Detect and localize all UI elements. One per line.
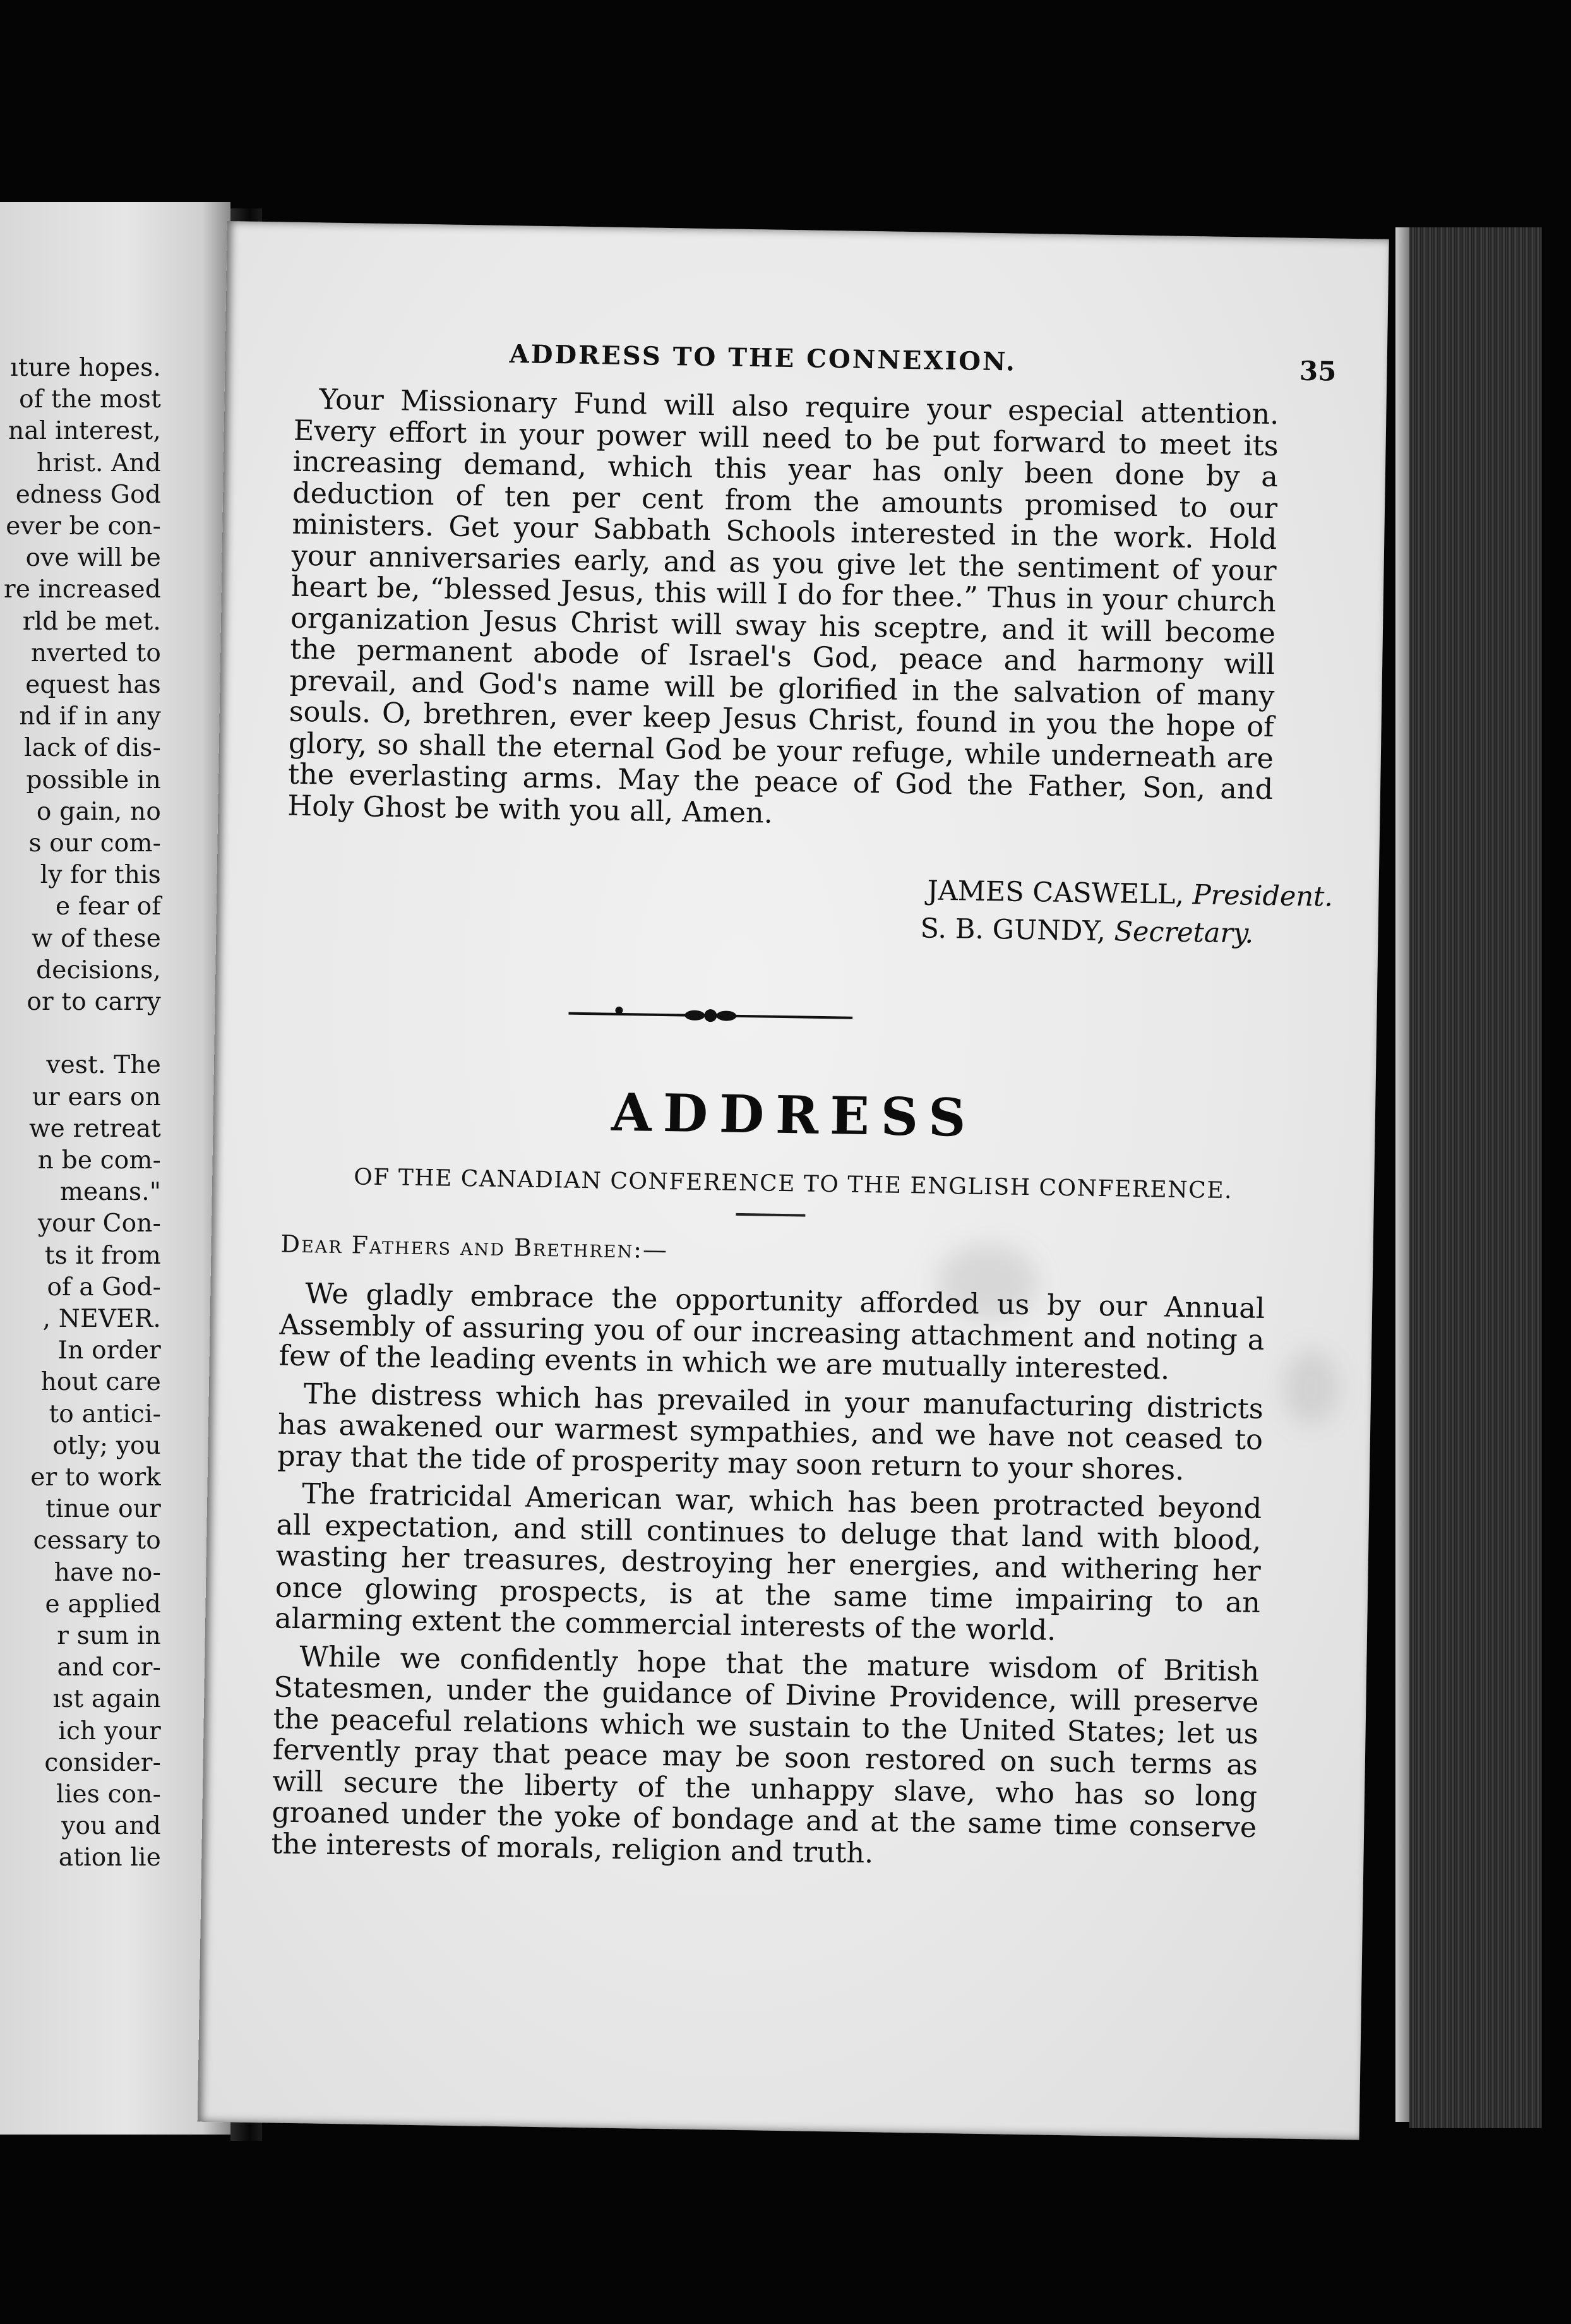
left-page-line: In order (57, 1336, 161, 1365)
president-title: President. (1192, 879, 1334, 913)
address-heading: ADDRESS (611, 1082, 978, 1149)
signature-secretary (920, 913, 1254, 949)
left-page-line: tinue our (45, 1495, 161, 1524)
president-name: JAMES CASWELL, (927, 875, 1185, 911)
signature-president (927, 875, 1333, 913)
running-head (225, 335, 1387, 391)
left-page-line: er to work (30, 1463, 161, 1492)
page-number: 35 (1299, 355, 1337, 387)
left-page-line: ts it from (44, 1241, 161, 1270)
book-page-stack (1409, 227, 1542, 2128)
short-rule (736, 1213, 805, 1217)
left-page-line: ıture hopes. (10, 354, 161, 382)
left-page-line: nd if in any (19, 702, 161, 731)
left-page-line: w of these (31, 924, 161, 953)
left-page-line: ıst again (52, 1685, 161, 1714)
left-page-line: decisions, (36, 955, 161, 985)
secretary-title: Secretary. (1114, 916, 1254, 950)
left-page-line: consider- (44, 1748, 161, 1777)
left-page-line: equest has (25, 671, 161, 699)
left-page-line: , NEVER. (42, 1305, 161, 1333)
left-page-line: you and (61, 1812, 161, 1841)
missionary-fund-section (287, 384, 1279, 837)
running-head-title: ADDRESS TO THE CONNEXION. (509, 339, 1017, 377)
salutation: Dear Fathers and Brethren:— (280, 1230, 669, 1264)
body-paragraph: While we confidently hope that the mature wisdom of British Statesmen, under the guidance of Divine Providence, will preserve the peaceful relations which we sustain to the United States; let us fervently pray that peace may be soon restored on such terms as will secure the liberty of the unhappy slave, who has so long groaned under the yoke of bondage and at the same time conserve the interests of morals, religion and truth. (271, 1640, 1260, 1869)
left-page-line: ever be con- (6, 512, 161, 541)
page-stain (1282, 1349, 1340, 1425)
right-page (198, 221, 1389, 2140)
left-page-line: and cor- (57, 1653, 161, 1682)
left-page-line: ur ears on (32, 1082, 161, 1111)
left-page-line: lack of dis- (24, 734, 161, 763)
ornamental-divider (568, 1001, 853, 1031)
left-page-line: we retreat (29, 1114, 161, 1143)
left-page-line: means." (59, 1178, 161, 1207)
left-page-line: ly for this (40, 861, 161, 890)
left-page-line: vest. The (46, 1051, 161, 1080)
left-page-line: re increased (4, 575, 161, 604)
left-page-line: hrist. And (37, 448, 161, 477)
left-page-line: rld be met. (22, 607, 161, 636)
left-page-line: of a God- (47, 1273, 161, 1302)
left-page-line: cessary to (33, 1526, 161, 1555)
address-body (271, 1278, 1265, 1875)
left-page-line: to antici- (49, 1399, 161, 1429)
left-page-line: otly; you (52, 1431, 161, 1460)
left-page-line: hout care (40, 1368, 161, 1397)
body-paragraph: The fratricidal American war, which has been protracted beyond all expectation, and still continues to deluge that land with blood, wasting her treasures, destroying her energies, and withering her once glowing prospects, is at the same time impairing to an alarming extent the commercial interests of the world. (274, 1478, 1262, 1647)
left-page-line: s our com- (28, 829, 161, 858)
left-page-line: have no- (54, 1558, 161, 1587)
left-page-line: of the most (19, 385, 161, 414)
left-page-line: ich your (58, 1716, 161, 1746)
body-paragraph: We gladly embrace the opportunity afforded us by our Annual Assembly of assuring you of our increasing attachment and noting a few of the leading events in which we are mutually interested. (278, 1278, 1265, 1386)
left-page-line: ove will be (25, 544, 161, 573)
page-edge (1395, 227, 1409, 2122)
left-page-line: edness God (15, 480, 161, 509)
left-page-fragment (0, 202, 230, 2135)
left-page-line: your Con- (37, 1209, 161, 1238)
left-page-line: or to carry (27, 988, 161, 1016)
body-paragraph: The distress which has prevailed in your manufacturing districts has awakened our warmest sympathies, and we have not ceased to pray that the tide of prosperity may soon return to your shores. (277, 1377, 1264, 1487)
left-page-line: possible in (26, 765, 161, 794)
left-page-line: r sum in (57, 1622, 161, 1650)
left-page-line: lies con- (56, 1780, 161, 1809)
left-page-line: e fear of (56, 892, 161, 921)
left-page-line: nal interest, (8, 417, 161, 446)
body-paragraph: Your Missionary Fund will also require your especial attention. Every effort in your power will need to be put forward to meet its increasing demand, which this year has only been done by a deduction of ten per cent from the amounts promised to our ministers. Get your Sabbath Schools interested in the work. Hold your anniversaries early, and as you give let the sentiment of your heart be, “blessed Jesus, this will I do for thee.” Thus in your church organization Jesus Christ will sway his sceptre, and it will become the permanent abode of Israel's God, peace and harmony will prevail, and God's name will be glorified in the salvation of many souls. O, brethren, ever keep Jesus Christ, found in you the hope of glory, so shall the eternal God be your refuge, while underneath are the everlasting arms. May the peace of God the Father, Son, and Holy Ghost be with you all, Amen. (287, 383, 1279, 830)
left-page-line: ation lie (58, 1843, 161, 1872)
left-page-line: e applied (45, 1590, 161, 1619)
address-subheading: OF THE CANADIAN CONFERENCE TO THE ENGLISH CONFERENCE. (354, 1164, 1233, 1204)
left-page-line: n be com- (37, 1146, 161, 1175)
left-page-line: o gain, no (36, 797, 161, 826)
secretary-name: S. B. GUNDY, (920, 913, 1106, 947)
left-page-line: nverted to (30, 638, 161, 668)
